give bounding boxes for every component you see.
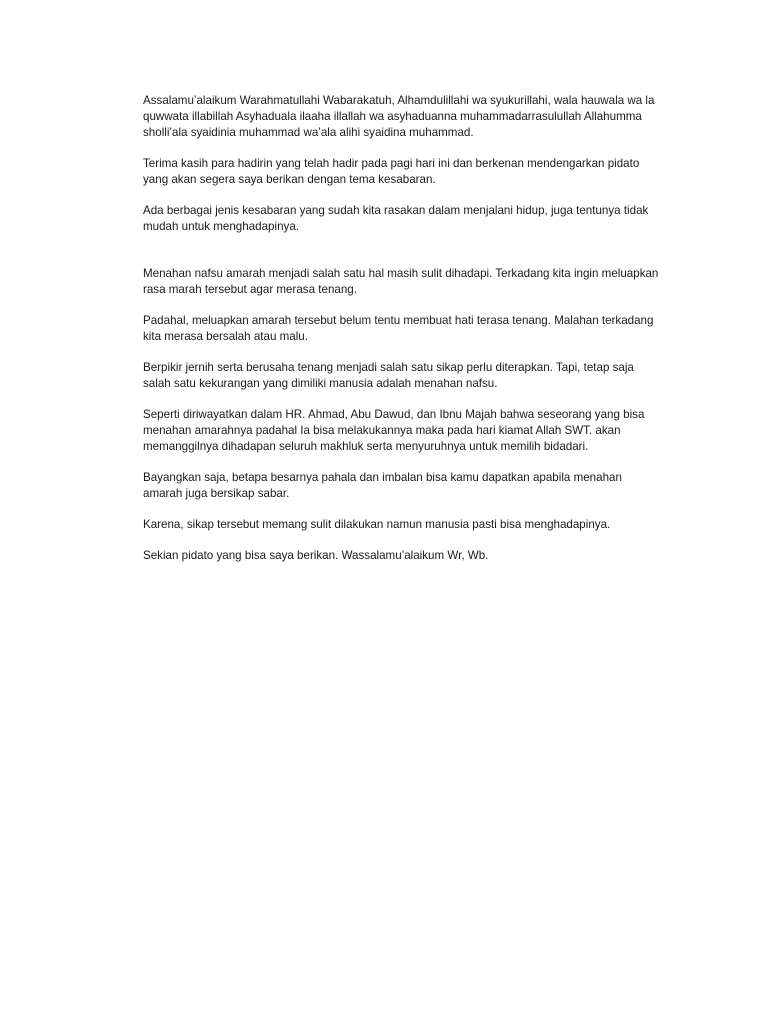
document-body — [143, 93, 663, 579]
paragraph-consequence: Padahal, meluapkan amarah tersebut belum tentu membuat hati terasa tenang. Malahan terkadang kita merasa bersalah atau malu. — [143, 314, 654, 343]
paragraph-clear-thinking: Berpikir jernih serta berusaha tenang menjadi salah satu sikap perlu diterapkan. Tapi, tetap saja salah satu kekurangan yang dimiliki manusia adalah menahan nafsu. — [143, 361, 634, 390]
paragraph-thanks: Terima kasih para hadirin yang telah hadir pada pagi hari ini dan berkenan mendengarkan pidato yang akan segera saya berikan dengan tema kesabaran. — [143, 157, 640, 186]
paragraph-hadith: Seperti diriwayatkan dalam HR. Ahmad, Abu Dawud, dan Ibnu Majah bahwa seseorang yang bisa menahan amarahnya padahal Ia bisa melakukannya maka pada hari kiamat Allah SWT. akan memanggilnya dihadapan seluruh makhluk serta menyuruhnya untuk memilih bidadari. — [143, 408, 645, 453]
paragraph-anger: Menahan nafsu amarah menjadi salah satu hal masih sulit dihadapi. Terkadang kita ingin meluapkan rasa marah tersebut agar merasa tenang. — [143, 267, 659, 296]
paragraph-greeting: Assalamu’alaikum Warahmatullahi Wabarakatuh, Alhamdulillahi wa syukurillahi, wala hauwala wa la quwwata illabillah Asyhaduala ilaaha illallah wa asyhaduanna muhammadarrasulullah Allahumma sholli’ala syaidinia muhammad wa’ala alihi syaidina muhammad. — [143, 94, 655, 139]
paragraph-difficulty: Karena, sikap tersebut memang sulit dilakukan namun manusia pasti bisa menghadapinya. — [143, 518, 611, 531]
paragraph-intro: Ada berbagai jenis kesabaran yang sudah kita rasakan dalam menjalani hidup, juga tentunya tidak mudah untuk menghadapinya. — [143, 204, 649, 233]
paragraph-reward: Bayangkan saja, betapa besarnya pahala dan imbalan bisa kamu dapatkan apabila menahan amarah juga bersikap sabar. — [143, 471, 622, 500]
paragraph-closing: Sekian pidato yang bisa saya berikan. Wassalamu’alaikum Wr, Wb. — [143, 549, 489, 562]
